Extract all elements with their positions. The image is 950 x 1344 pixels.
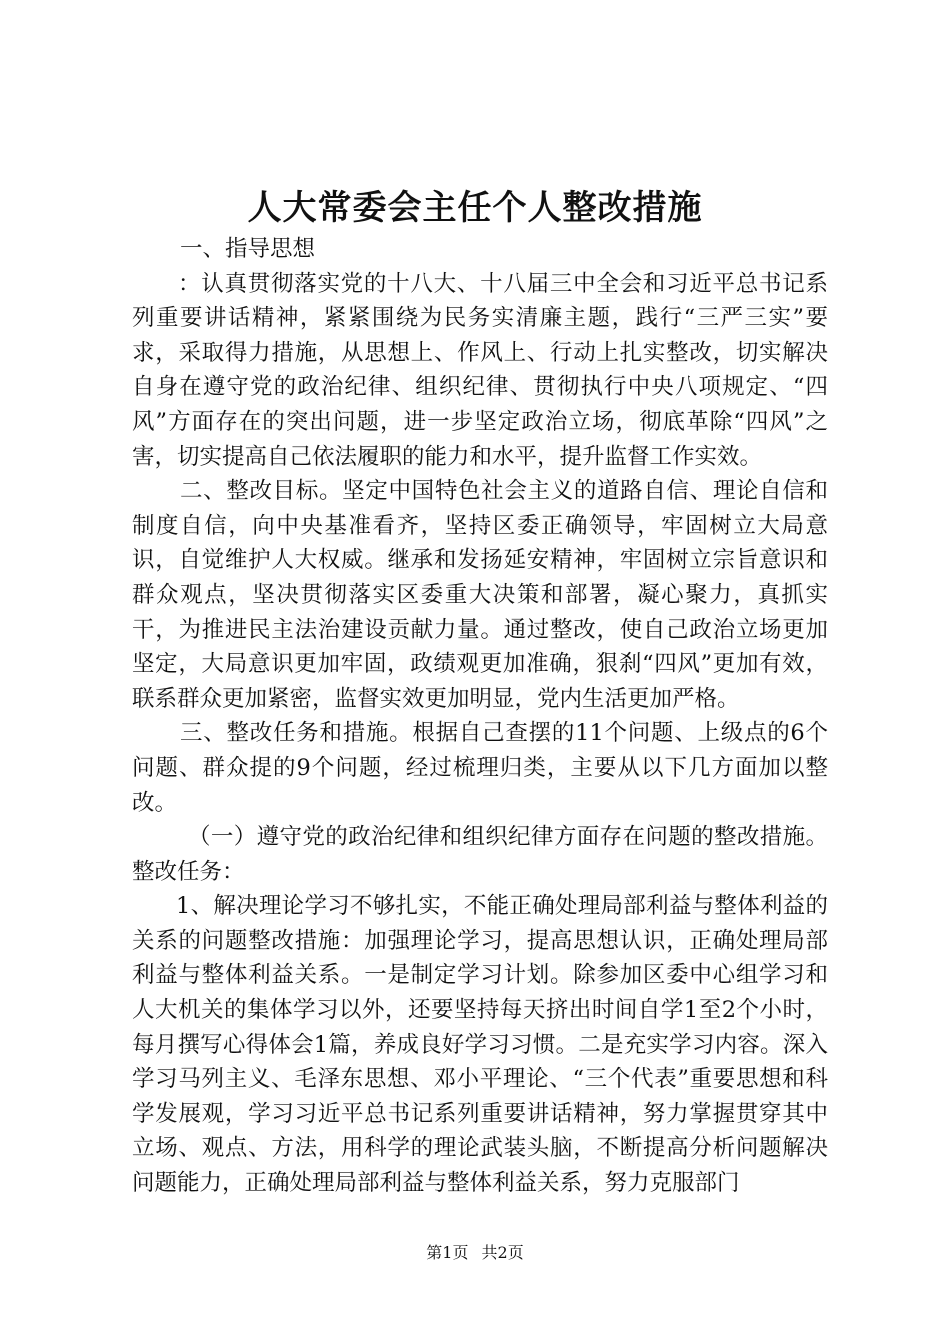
paragraph-guiding-thought: ：认真贯彻落实党的十八大、十八届三中全会和习近平总书记系列重要讲话精神，紧紧围绕为民务实清廉主题，践行“三严三实”要求，采取得力措施，从思想上、作风上、行动上扎实整改，切实解决自身在遵守党的政治纪律、组织纪律、贯彻执行中央八项规定、“四风”方面存在的突出问题，进一步坚定政治立场，彻底革除“四风”之害，切实提高自己依法履职的能力和水平，提升监督工作实效。 — [132, 270, 828, 470]
paragraph-rectification-goal: 二、整改目标。坚定中国特色社会主义的道路自信、理论自信和制度自信，向中央基准看齐，坚持区委正确领导，牢固树立大局意识，自觉维护人大权威。继承和发扬延安精神，牢固树立宗旨意识和群众观点，坚决贯彻落实区委重大决策和部署，凝心聚力，真抓实干，为推进民主法治建设贡献力量。通过整改，使自己政治立场更加坚定，大局意识更加牢固，政绩观更加准确，狠刹“四风”更加有效，联系群众更加紧密，监督实效更加明显，党内生活更加严格。 — [132, 478, 828, 712]
section-heading-guiding-thought: 一、指导思想 — [180, 236, 316, 262]
paragraph-subsection-discipline: （一）遵守党的政治纪律和组织纪律方面存在问题的整改措施。整改任务： — [132, 824, 828, 885]
paragraph-tasks-and-measures: 三、整改任务和措施。根据自己查摆的11个问题、上级点的6个问题、群众提的9个问题，经过梳理归类，主要从以下几方面加以整改。 — [132, 720, 828, 816]
page-number: 第1页 — [426, 1243, 469, 1262]
page-footer — [0, 1241, 950, 1265]
page-total: 共2页 — [481, 1243, 524, 1262]
paragraph-item-1: 1、解决理论学习不够扎实，不能正确处理局部利益与整体利益的关系的问题整改措施：加强理论学习，提高思想认识，正确处理局部利益与整体利益关系。一是制定学习计划。除参加区委中心组学习和人大机关的集体学习以外，还要坚持每天挤出时间自学1至2个小时，每月撰写心得体会1篇，养成良好学习习惯。二是充实学习内容。深入学习马列主义、毛泽东思想、邓小平理论、“三个代表”重要思想和科学发展观，学习习近平总书记系列重要讲话精神，努力掌握贯穿其中立场、观点、方法，用科学的理论武装头脑，不断提高分析问题解决问题能力，正确处理局部利益与整体利益关系，努力克服部门 — [132, 893, 828, 1197]
document-title: 人大常委会主任个人整改措施 — [247, 188, 703, 228]
document-body — [132, 232, 828, 1201]
